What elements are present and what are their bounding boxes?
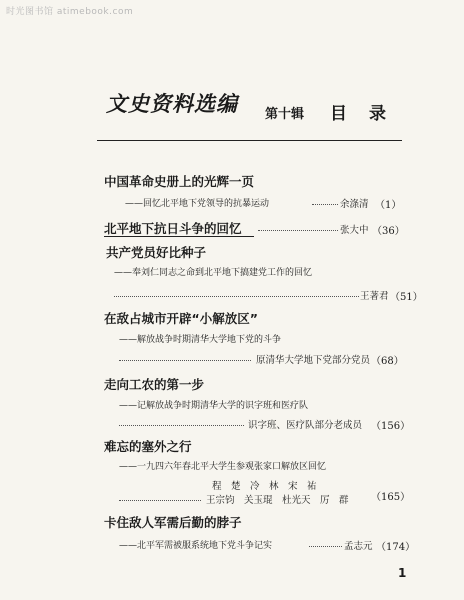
entry-6-page: （165）: [371, 492, 411, 503]
header-rule: [97, 140, 402, 141]
entry-4-subtitle: ——解放战争时期清华大学地下党的斗争: [119, 335, 282, 345]
entry-3-page: （51）: [390, 292, 423, 303]
entry-7-page: （174）: [376, 542, 416, 553]
toc-label: 目录: [330, 104, 408, 124]
entry-5-leader: [119, 425, 244, 426]
entry-6-authors-line1: 程 楚 冷 林 宋 祐: [212, 481, 317, 492]
entry-5-page: （156）: [371, 421, 411, 432]
entry-1-leader: [312, 204, 338, 205]
entry-3-subtitle: ——奉刘仁同志之命到北平地下搞建党工作的回忆: [114, 268, 313, 278]
entry-4-author: 原清华大学地下党部分党员: [256, 355, 371, 366]
entry-1-subtitle: ——回忆北平地下党领导的抗暴运动: [125, 199, 270, 209]
entry-4-page: （68）: [371, 356, 404, 367]
entry-7-title: 卡住敌人军需后勤的脖子: [104, 515, 242, 530]
entry-5-title: 走向工农的第一步: [104, 377, 205, 392]
entry-5-author: 识字班、医疗队部分老成员: [248, 420, 363, 431]
watermark: 时光图书馆 atimebook.com: [6, 7, 134, 17]
entry-1-author: 余涤清: [340, 199, 369, 210]
entry-1-title: 中国革命史册上的光辉一页: [104, 174, 255, 189]
entry-7-subtitle: ——北平军需被服系统地下党斗争记实: [119, 541, 273, 551]
entry-3-title: 共产党员好比种子: [106, 245, 207, 260]
entry-6-leader: [119, 500, 201, 501]
entry-6-title: 难忘的塞外之行: [104, 439, 192, 454]
entry-4-title: 在敌占城市开辟“小解放区”: [104, 311, 258, 326]
entry-7-leader: [309, 546, 342, 547]
volume-label: 第十辑: [265, 107, 305, 122]
page-number: 1: [398, 566, 407, 580]
series-title: 文史资料选编: [106, 91, 238, 116]
entry-1-page: （1）: [375, 200, 402, 211]
entry-6-subtitle: ——一九四六年春北平大学生参观张家口解放区回忆: [119, 462, 327, 472]
entry-5-subtitle: ——记解放战争时期清华大学的识字班和医疗队: [119, 401, 309, 411]
entry-3-leader: [114, 296, 359, 297]
entry-4-leader: [119, 360, 251, 361]
entry-6-authors-line2: 王宗钧 关玉琨 杜光天 厉 群: [206, 495, 349, 506]
entry-3-author: 王著君: [360, 291, 389, 302]
entry-2-leader: [258, 230, 338, 231]
entry-2-author: 张大中: [340, 225, 369, 236]
entry-2-title: 北平地下抗日斗争的回忆: [104, 221, 242, 236]
entry-2-page: （36）: [372, 226, 405, 237]
entry-2-underline: [104, 236, 254, 237]
entry-7-author: 孟志元: [344, 541, 373, 552]
